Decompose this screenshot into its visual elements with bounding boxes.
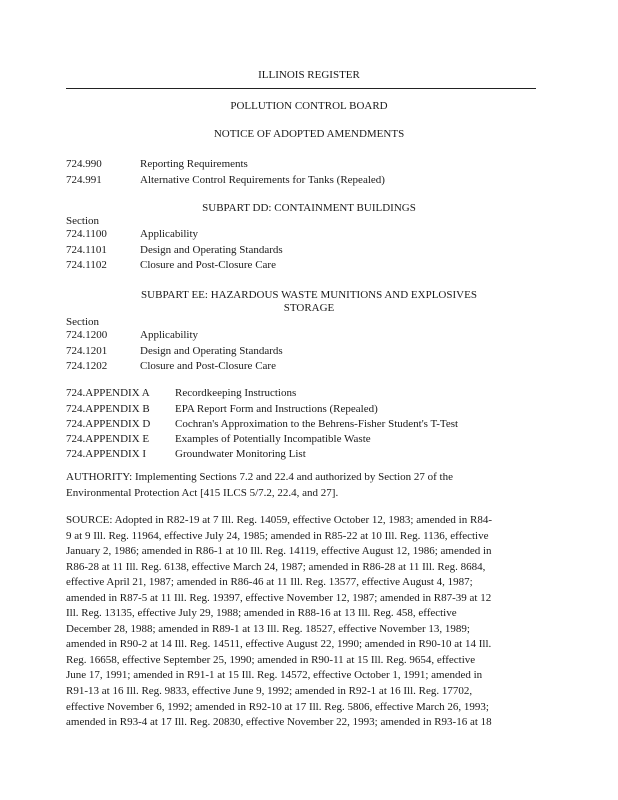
header-rule <box>66 88 536 89</box>
authority-paragraph <box>66 470 556 501</box>
section-title: Design and Operating Standards <box>140 345 283 357</box>
appendix-title: Recordkeeping Instructions <box>175 387 297 399</box>
source-line: SOURCE: Adopted in R82-19 at 7 Ill. Reg. 14059, effective October 12, 1983; amended in R84- <box>66 514 492 526</box>
section-title: Closure and Post-Closure Care <box>140 259 276 271</box>
notice-title: NOTICE OF ADOPTED AMENDMENTS <box>213 128 405 140</box>
source-line: June 17, 1991; amended in R91-1 at 15 Ill. Reg. 14572, effective October 1, 1991; amended in <box>66 669 483 682</box>
board-title: POLLUTION CONTROL BOARD <box>230 100 388 112</box>
appendix-code: 724.APPENDIX D <box>66 418 151 430</box>
section-label: Section <box>66 316 99 328</box>
appendix-code: 724.APPENDIX B <box>66 403 150 415</box>
source-line: amended in R90-2 at 14 Ill. Reg. 14511, effective August 22, 1990; amended in R90-10 at 14 Ill. <box>66 638 492 651</box>
section-row <box>66 345 283 357</box>
section-row <box>66 228 199 240</box>
section-label: Section <box>66 215 99 227</box>
section-number: 724.991 <box>66 174 102 186</box>
appendix-row <box>66 433 371 445</box>
section-title: Applicability <box>140 228 199 240</box>
subpart-dd-heading: SUBPART DD: CONTAINMENT BUILDINGS <box>202 202 416 214</box>
source-line: effective November 6, 1992; amended in R92-10 at 17 Ill. Reg. 5806, effective March 26, 1993; <box>66 700 489 713</box>
section-number: 724.1100 <box>66 228 107 240</box>
source-line: amended in R87-5 at 11 Ill. Reg. 19397, effective November 12, 1987; amended in R87-39 at 12 <box>66 591 492 604</box>
source-line: 9 at 9 Ill. Reg. 11964, effective July 24, 1985; amended in R85-22 at 10 Ill. Reg. 1136, effective <box>66 529 489 542</box>
source-line: January 2, 1986; amended in R86-1 at 10 Ill. Reg. 14119, effective August 12, 1986; amended in <box>66 545 492 558</box>
section-number: 724.990 <box>66 158 102 170</box>
subpart-ee-heading: SUBPART EE: HAZARDOUS WASTE MUNITIONS AND EXPLOSIVES <box>141 289 477 301</box>
section-row <box>66 158 248 170</box>
source-paragraph <box>66 513 556 731</box>
register-title: ILLINOIS REGISTER <box>258 69 360 81</box>
source-line: amended in R93-4 at 17 Ill. Reg. 20830, effective November 22, 1993; amended in R93-16 at 18 <box>66 716 492 729</box>
section-row <box>66 174 385 186</box>
section-row <box>66 360 276 372</box>
appendix-code: 724.APPENDIX E <box>66 433 150 445</box>
source-line: effective April 21, 1987; amended in R86-46 at 11 Ill. Reg. 13577, effective August 4, 1987; <box>66 576 473 589</box>
authority-line: AUTHORITY: Implementing Sections 7.2 and 22.4 and authorized by Section 27 of the <box>66 471 453 483</box>
section-title: Design and Operating Standards <box>140 244 283 256</box>
section-number: 724.1202 <box>66 360 108 372</box>
authority-line: Environmental Protection Act [415 ILCS 5/7.2, 22.4, and 27]. <box>66 486 339 499</box>
section-title: Reporting Requirements <box>140 158 248 170</box>
appendix-title: Examples of Potentially Incompatible Waste <box>175 433 371 445</box>
section-title: Closure and Post-Closure Care <box>140 360 276 372</box>
section-number: 724.1200 <box>66 329 108 341</box>
source-line: Ill. Reg. 13135, effective July 29, 1988; amended in R88-16 at 13 Ill. Reg. 458, effective <box>66 607 457 620</box>
source-line: December 28, 1988; amended in R89-1 at 13 Ill. Reg. 18527, effective November 13, 1989; <box>66 622 470 635</box>
section-number: 724.1102 <box>66 259 107 271</box>
appendix-row <box>66 403 378 415</box>
section-row <box>66 329 199 341</box>
section-number: 724.1201 <box>66 345 108 357</box>
section-row <box>66 244 283 256</box>
source-line: R86-28 at 11 Ill. Reg. 6138, effective March 24, 1987; amended in R86-28 at 11 Ill. Reg. 8684, <box>66 560 486 573</box>
section-row <box>66 259 276 271</box>
appendix-title: Groundwater Monitoring List <box>175 448 306 460</box>
appendix-row <box>66 387 297 399</box>
subpart-ee-heading-cont: STORAGE <box>283 302 335 314</box>
appendix-code: 724.APPENDIX I <box>66 448 147 460</box>
section-number: 724.1101 <box>66 244 107 256</box>
appendix-code: 724.APPENDIX A <box>66 387 150 399</box>
source-line: R91-13 at 16 Ill. Reg. 9833, effective June 9, 1992; amended in R92-1 at 16 Ill. Reg. 17702, <box>66 685 473 698</box>
appendix-title: Cochran's Approximation to the Behrens-Fisher Student's T-Test <box>175 418 459 430</box>
appendix-row <box>66 448 306 460</box>
appendix-title: EPA Report Form and Instructions (Repealed) <box>175 403 378 415</box>
section-title: Applicability <box>140 329 199 341</box>
source-line: Reg. 16658, effective September 25, 1990; amended in R90-11 at 15 Ill. Reg. 9654, effective <box>66 653 476 666</box>
appendix-row <box>66 418 459 430</box>
section-title: Alternative Control Requirements for Tanks (Repealed) <box>140 174 385 186</box>
